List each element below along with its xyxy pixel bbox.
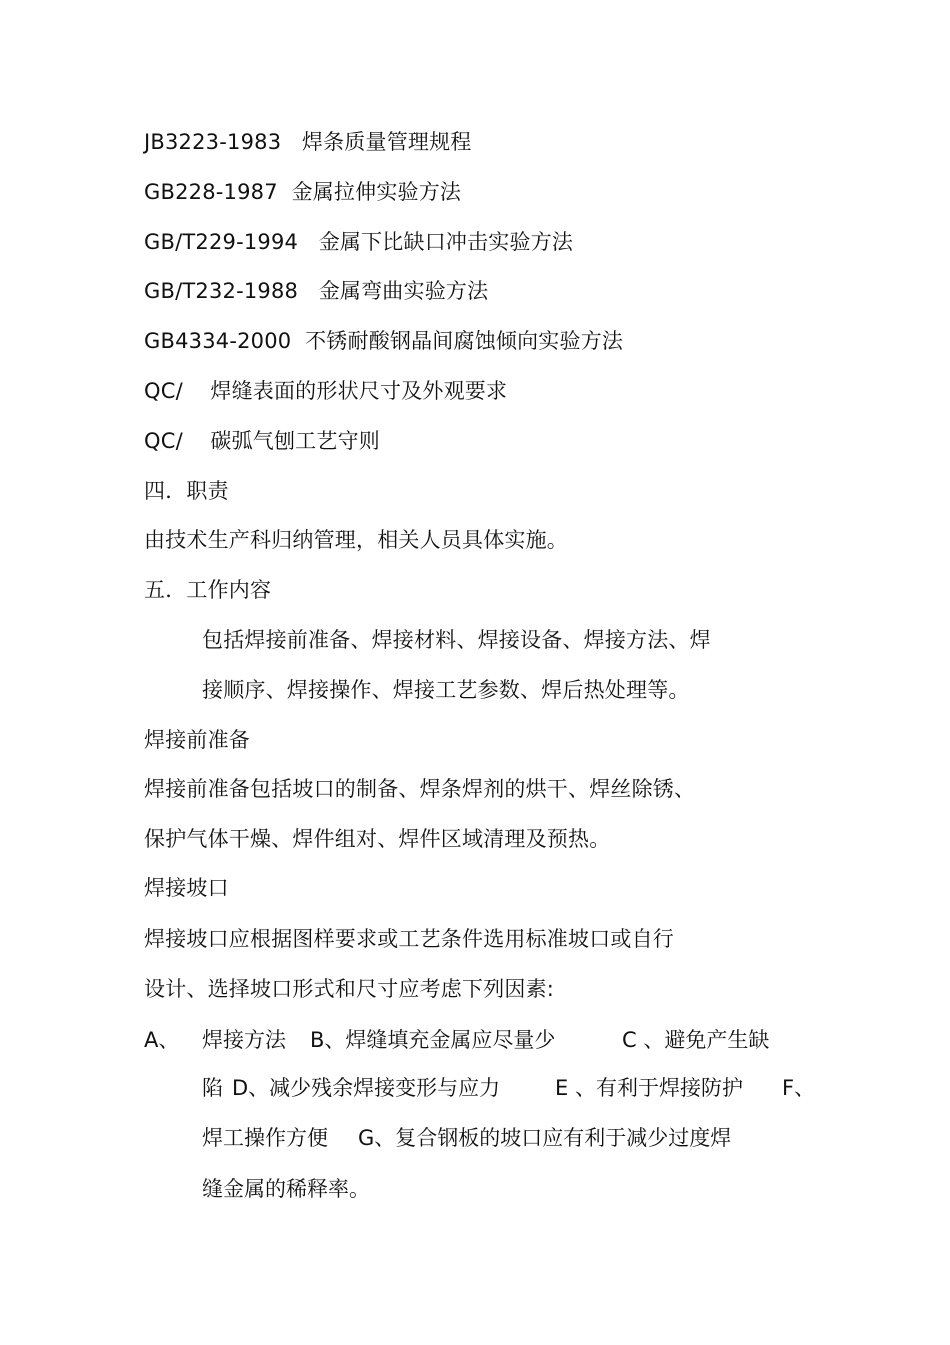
reference-standard: GB228-1987 金属拉伸实验方法 — [144, 180, 462, 204]
factor-marker-a: A、 — [144, 1028, 180, 1052]
factor-d-text: D、减少残余焊接变形与应力 — [232, 1076, 501, 1100]
reference-standard: QC/ 焊缝表面的形状尺寸及外观要求 — [144, 379, 508, 403]
factor-g-text: G、复合钢板的坡口应有利于减少过度焊 — [358, 1126, 732, 1150]
reference-standard: QC/ 碳弧气刨工艺守则 — [144, 429, 380, 453]
work-content-summary-line: 接顺序、焊接操作、焊接工艺参数、焊后热处理等。 — [202, 678, 690, 702]
welding-groove-text: 设计、选择坡口形式和尺寸应考虑下列因素: — [144, 977, 555, 1001]
subheading-welding-preparation: 焊接前准备 — [144, 728, 250, 752]
factor-b-text: B、焊缝填充金属应尽量少 — [310, 1028, 556, 1052]
section-heading-responsibilities: 四．职责 — [144, 479, 229, 503]
reference-standard: GB/T229-1994 金属下比缺口冲击实验方法 — [144, 230, 574, 254]
responsibilities-text: 由技术生产科归纳管理，相关人员具体实施。 — [144, 528, 568, 552]
reference-standard: GB4334-2000 不锈耐酸钢晶间腐蚀倾向实验方法 — [144, 329, 624, 353]
welding-preparation-text: 保护气体干燥、焊件组对、焊件区域清理及预热。 — [144, 827, 611, 851]
factor-e-text: E 、有利于焊接防护 — [555, 1076, 743, 1100]
factor-f-text: 焊工操作方便 — [202, 1126, 328, 1150]
welding-preparation-text: 焊接前准备包括坡口的制备、焊条焊剂的烘干、焊丝除锈、 — [144, 777, 696, 801]
factor-c-continuation: 陷 — [202, 1076, 223, 1100]
reference-standard: GB/T232-1988 金属弯曲实验方法 — [144, 279, 489, 303]
reference-standard: JB3223-1983 焊条质量管理规程 — [144, 130, 472, 154]
factor-c-text: C 、避免产生缺 — [622, 1028, 770, 1052]
subheading-welding-groove: 焊接坡口 — [144, 876, 229, 900]
section-heading-work-content: 五．工作内容 — [144, 578, 272, 602]
welding-groove-text: 焊接坡口应根据图样要求或工艺条件选用标准坡口或自行 — [144, 927, 674, 951]
work-content-summary-line: 包括焊接前准备、焊接材料、焊接设备、焊接方法、焊 — [202, 628, 711, 652]
factor-g-continuation: 缝金属的稀释率。 — [202, 1177, 370, 1201]
factor-marker-f: F、 — [782, 1076, 816, 1100]
factor-a-text: 焊接方法 — [202, 1028, 286, 1052]
